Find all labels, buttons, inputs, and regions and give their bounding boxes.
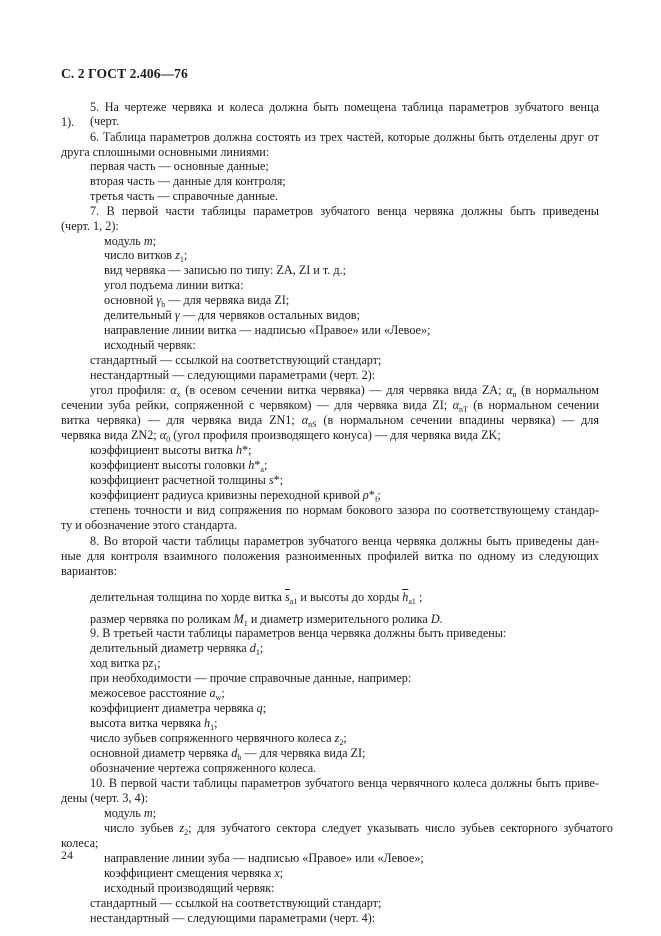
text-line: коэффициент высоты головки $h*_a$; (90, 458, 268, 474)
text-line: высота витка червяка $h_1$; (90, 716, 218, 732)
text-line: вторая часть — данные для контроля; (90, 174, 286, 188)
text-line: делительный диаметр червяка $d_1$; (90, 641, 264, 657)
text-line: коэффициент расчетной толщины s*; (90, 473, 284, 487)
text-line: коэффициент высоты витка h*; (90, 443, 252, 457)
text-line: делительный γ — для червяков остальных видов; (104, 308, 360, 322)
page-number: 24 (61, 848, 73, 862)
text-line: основной диаметр червяка $d_b$ — для червяка вида ZI; (90, 746, 366, 762)
text-line: дены (черт. 3, 4): (61, 791, 149, 805)
text-line: коэффициент смещения червяка x; (104, 866, 284, 880)
text-line: колеса; (61, 836, 99, 850)
text-line: исходный червяк: (104, 338, 196, 352)
text-line: число витков $z_1$; (104, 248, 188, 264)
text-line: стандартный — ссылкой на соответствующий стандарт; (90, 896, 382, 910)
text-line: червяка вида ZN2; $\alpha_0$ (угол профиля производящего конуса) — для червяка вида ZK; (61, 428, 501, 444)
text-line: 7. В первой части таблицы параметров зубчатого венца червяка должны быть приведены (90, 204, 599, 218)
text-line: исходный производящий червяк: (104, 881, 275, 895)
text-line: число зубьев $z_2$; для зубчатого сектора следует указывать число зубьев секторного зубчатого (104, 821, 613, 837)
text-line: число зубьев сопряженного червячного колеса $z_2$; (90, 731, 347, 747)
text-line: модуль m; (104, 234, 157, 248)
text-line: модуль m; (104, 806, 157, 820)
text-line: коэффициент диаметра червяка q; (90, 701, 267, 715)
text-line: (черт. 1, 2): (61, 219, 119, 233)
text-line: 5. На чертеже червяка и колеса должна быть помещена таблица параметров зубчатого венца (черт. (90, 100, 599, 128)
text-line: размер червяка по роликам $M_1$ и диаметр измерительного ролика D. (90, 612, 443, 628)
text-line: обозначение чертежа сопряженного колеса. (90, 761, 317, 775)
text-line: делительная толщина по хорде витка $\overline{s}_{a1}$ и высоты до хорды $\overline{h}_{a1}$ ; (90, 590, 423, 606)
text-line: друга сплошными основными линиями: (61, 145, 270, 159)
text-line: 6. Таблица параметров должна состоять из трех частей, которые должны быть отделены друг от (90, 130, 599, 144)
text-line: витка червяка) — для червяка вида ZN1; $\alpha_{nS}$ (в нормальном сечении впадины червяка) — для (61, 413, 599, 429)
text-line: третья часть — справочные данные. (90, 189, 279, 203)
text-line: вид червяка — записью по типу: ZA, ZI и т. д.; (104, 263, 347, 277)
page-header: С. 2 ГОСТ 2.406—76 (61, 66, 188, 81)
text-line: направление линии зуба — надписью «Правое» или «Левое»; (104, 851, 424, 865)
text-line: ту и обозначение этого стандарта. (61, 518, 238, 532)
text-line: 1). (61, 115, 75, 129)
text-line: нестандартный — следующими параметрами (черт. 2): (90, 368, 376, 382)
text-line: 10. В первой части таблицы параметров зубчатого венца червячного колеса должны быть приве- (90, 776, 599, 790)
text-line: направление линии витка — надписью «Правое» или «Левое»; (104, 323, 431, 337)
text-line: степень точности и вид сопряжения по нормам бокового зазора по соответствующему стандар- (90, 503, 599, 517)
text-line: угол профиля: $\alpha_x$ (в осевом сечении витка червяка) — для червяка вида ZA; $\alpha_n$ (в нормальном (90, 383, 599, 399)
text-line: 9. В третьей части таблицы параметров венца червяка должны быть приведены: (90, 626, 507, 640)
text-line: угол подъема линии витка: (104, 278, 244, 292)
text-line: первая часть — основные данные; (90, 159, 269, 173)
text-line: нестандартный — следующими параметрами (черт. 4): (90, 911, 376, 925)
text-line: межосевое расстояние $a_w$; (90, 686, 225, 702)
text-line: основной $\gamma_b$ — для червяка вида ZI; (104, 293, 290, 309)
text-line: 8. Во второй части таблицы параметров зубчатого венца червяка должны быть приведены дан- (90, 534, 599, 548)
text-line: при необходимости — прочие справочные данные, например: (90, 671, 412, 685)
text-line: ные для контроля взаимного положения разноименных профилей витка по одному из следующих (61, 549, 599, 563)
text-line: сечении зуба рейки, сопряженной с червяком) — для червяка вида ZI; $\alpha_{nT}$ (в нормальном сечении (61, 398, 599, 414)
text-line: вариантов: (61, 564, 117, 578)
text-line: коэффициент радиуса кривизны переходной кривой $\rho*_f$; (90, 488, 381, 504)
text-line: стандартный — ссылкой на соответствующий стандарт; (90, 353, 382, 367)
text-line: ход витка $pz_1$; (90, 656, 161, 672)
